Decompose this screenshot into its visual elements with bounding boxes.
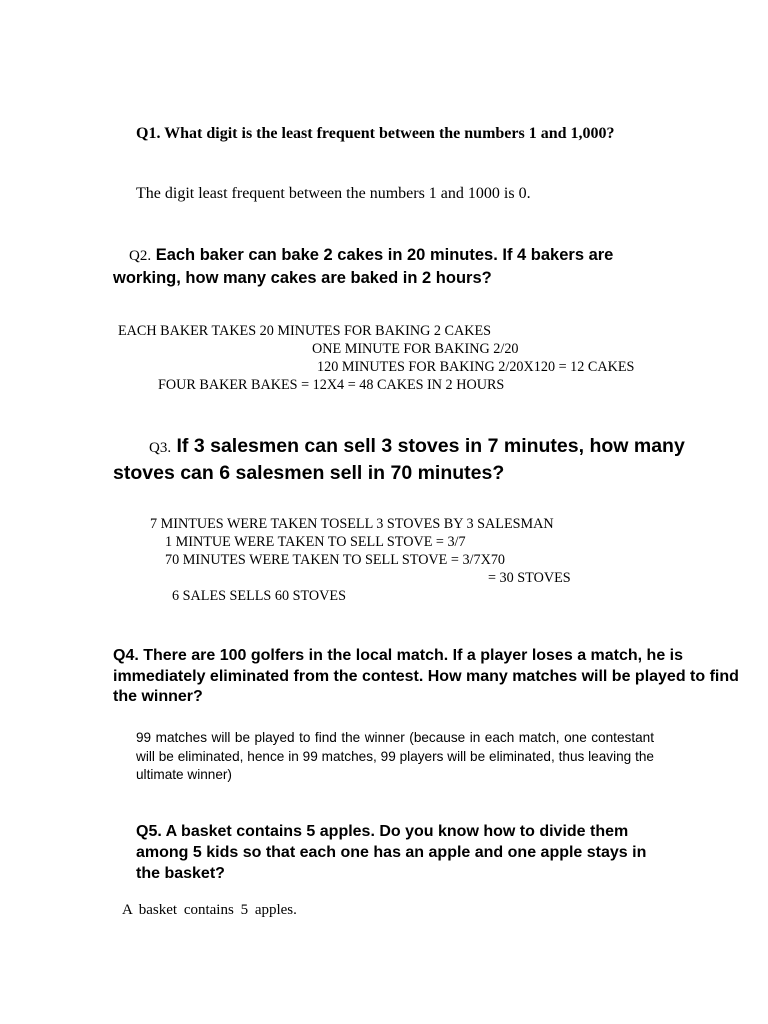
answer-3-line: 7 MINTUES WERE TAKEN TOSELL 3 STOVES BY 3 SALESMAN	[150, 516, 554, 532]
question-2-number: Q2.	[129, 248, 152, 264]
question-2-text: Each baker can bake 2 cakes in 20 minutes. If 4 bakers are working, how many cakes are baked in 2 hours?	[113, 246, 614, 287]
answer-5: A basket contains 5 apples.	[122, 902, 297, 918]
answer-3-line: 70 MINUTES WERE TAKEN TO SELL STOVE = 3/7X70	[165, 552, 506, 568]
question-3-text: If 3 salesmen can sell 3 stoves in 7 minutes, how many stoves can 6 salesmen sell in 70 minutes?	[113, 435, 685, 484]
answer-1: The digit least frequent between the numbers 1 and 1000 is 0.	[136, 185, 531, 202]
answer-3-line: 1 MINTUE WERE TAKEN TO SELL STOVE = 3/7	[165, 534, 466, 550]
question-3	[113, 434, 733, 486]
answer-3-line: = 30 STOVES	[488, 570, 571, 586]
answer-2-line: EACH BAKER TAKES 20 MINUTES FOR BAKING 2 CAKES	[118, 323, 492, 339]
question-4: Q4. There are 100 golfers in the local match. If a player loses a match, he is immediately eliminated from the contest. How many matches will be played to find the winner?	[113, 647, 739, 705]
answer-2-line: ONE MINUTE FOR BAKING 2/20	[312, 341, 519, 357]
answer-4: 99 matches will be played to find the winner (because in each match, one contestant will be eliminated, hence in 99 matches, 99 players will be eliminated, thus leaving the ultimate winner)	[136, 730, 654, 782]
answer-2-line: 120 MINUTES FOR BAKING 2/20X120 = 12 CAKES	[317, 359, 635, 375]
answer-3-line: 6 SALES SELLS 60 STOVES	[172, 588, 346, 604]
question-1: Q1. What digit is the least frequent between the numbers 1 and 1,000?	[136, 125, 615, 142]
question-3-number: Q3.	[149, 440, 172, 456]
question-2	[113, 244, 673, 289]
answer-2-line: FOUR BAKER BAKES = 12X4 = 48 CAKES IN 2 HOURS	[158, 377, 505, 393]
question-5: Q5. A basket contains 5 apples. Do you know how to divide them among 5 kids so that each one has an apple and one apple stays in the basket?	[136, 823, 647, 882]
